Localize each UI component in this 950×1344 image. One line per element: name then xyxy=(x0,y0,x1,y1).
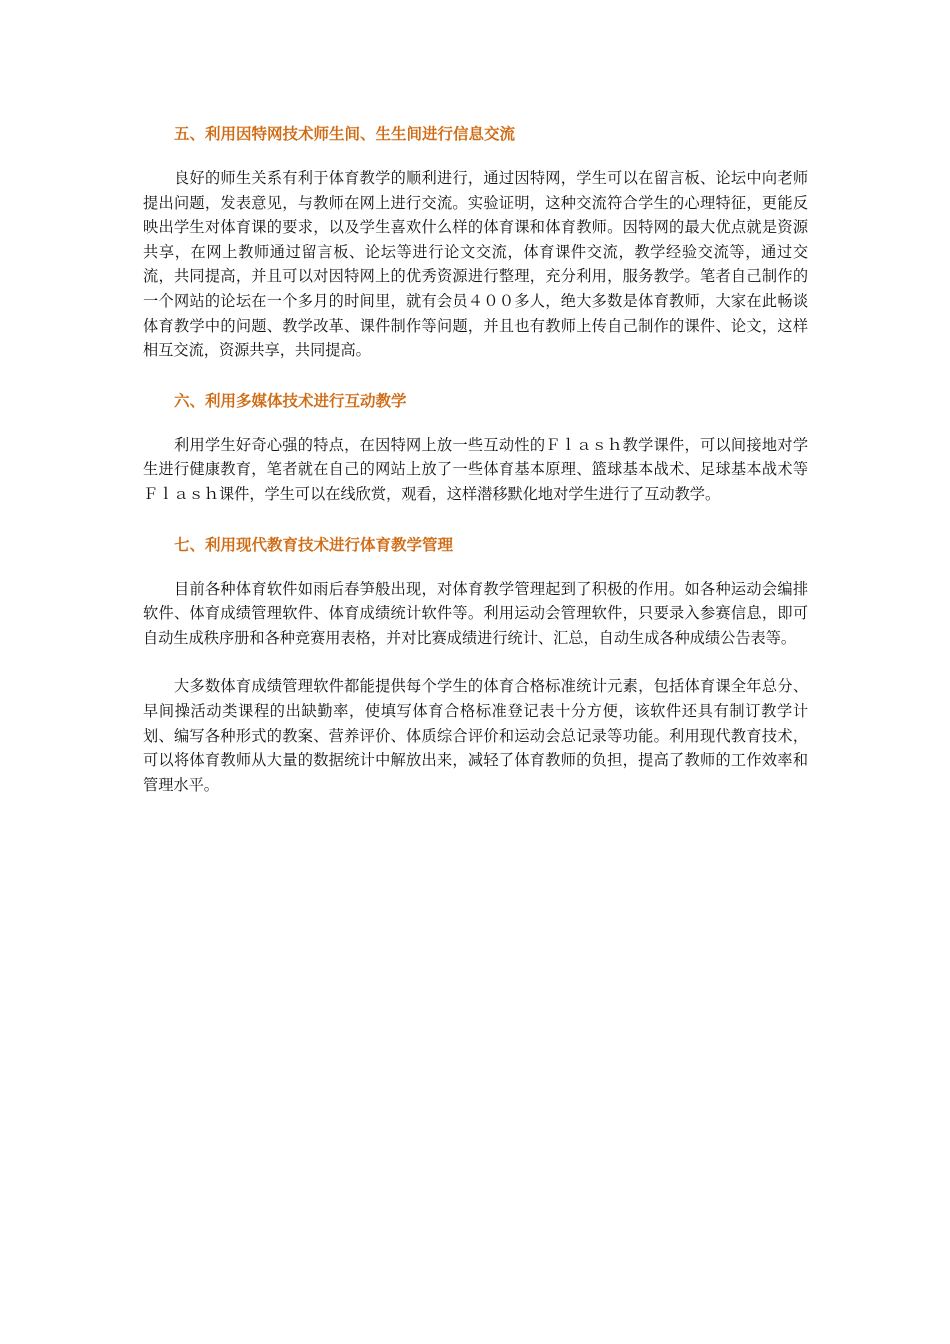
section-paragraph: 目前各种体育软件如雨后春笋般出现，对体育教学管理起到了积极的作用。如各种运动会编排软件、体育成绩管理软件、体育成绩统计软件等。利用运动会管理软件，只要录入参赛信息，即可自动生成秩序册和各种竞赛用表格，并对比赛成绩进行统计、汇总，自动生成各种成绩公告表等。 xyxy=(143,579,808,647)
section-heading: 六、利用多媒体技术进行互动教学 xyxy=(174,391,407,410)
section-paragraph: 大多数体育成绩管理软件都能提供每个学生的体育合格标准统计元素，包括体育课全年总分、早间操活动类课程的出缺勤率，使填写体育合格标准登记表十分方便，该软件还具有制订教学计划、编写各种形式的教案、营养评价、体质综合评价和运动会总记录等功能。利用现代教育技术，可以将体育教师从大量的数据统计中解放出来，减轻了体育教师的负担，提高了教师的工作效率和管理水平。 xyxy=(143,677,808,794)
section-6 xyxy=(143,389,808,507)
section-7 xyxy=(143,533,808,798)
section-paragraph: 良好的师生关系有利于体育教学的顺利进行，通过因特网，学生可以在留言板、论坛中向老师提出问题，发表意见，与教师在网上进行交流。实验证明，这种交流符合学生的心理特征，更能反映出学生对体育课的要求，以及学生喜欢什么样的体育课和体育教师。因特网的最大优点就是资源共享，在网上教师通过留言板、论坛等进行论文交流，体育课件交流，教学经验交流等，通过交流，共同提高，并且可以对因特网上的优秀资源进行整理，充分利用，服务教学。笔者自己制作的一个网站的论坛在一个多月的时间里，就有会员４００多人，绝大多数是体育教师，大家在此畅谈体育教学中的问题、教学改革、课件制作等问题，并且也有教师上传自己制作的课件、论文，这样相互交流，资源共享，共同提高。 xyxy=(143,169,808,360)
document-page xyxy=(143,122,808,797)
section-paragraph: 利用学生好奇心强的特点，在因特网上放一些互动性的Ｆｌａｓｈ教学课件，可以间接地对学生进行健康教育，笔者就在自己的网站上放了一些体育基本原理、篮球基本战术、足球基本战术等Ｆｌａｓｈ课件，学生可以在线欣赏，观看，这样潜移默化地对学生进行了互动教学。 xyxy=(143,435,808,503)
section-heading: 七、利用现代教育技术进行体育教学管理 xyxy=(174,535,454,554)
section-5 xyxy=(143,122,808,363)
section-heading: 五、利用因特网技术师生间、生生间进行信息交流 xyxy=(174,125,516,143)
